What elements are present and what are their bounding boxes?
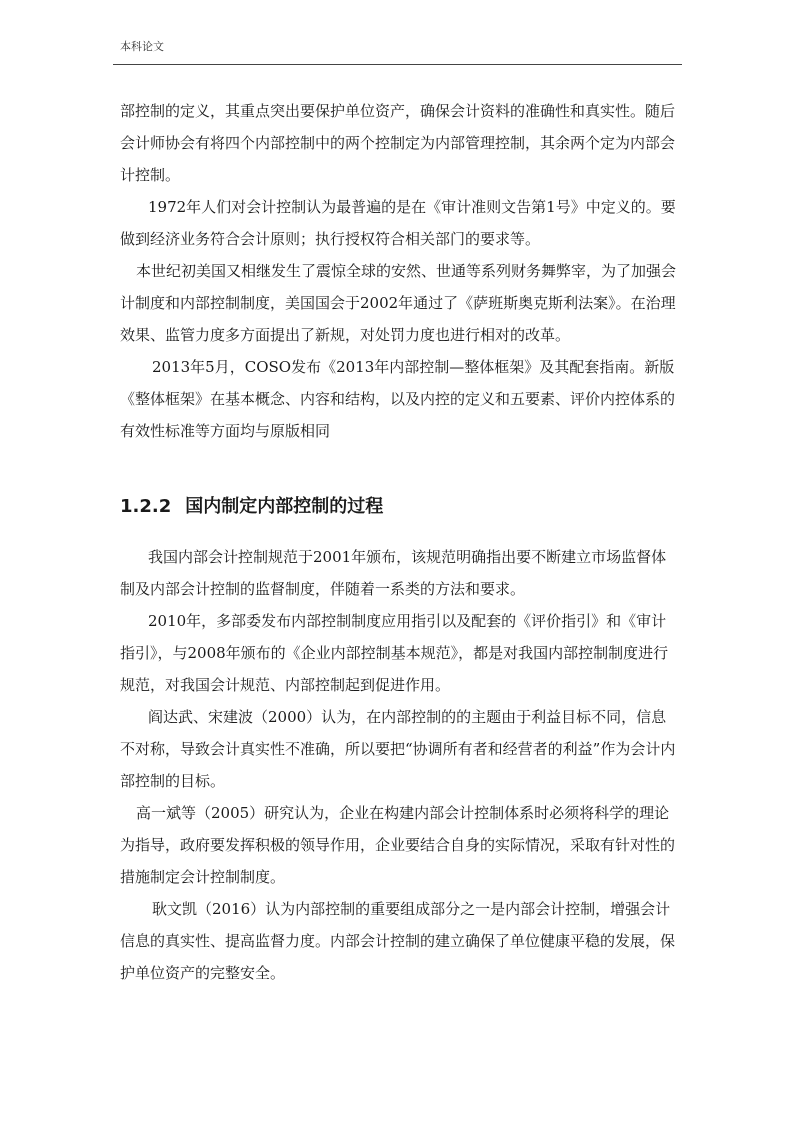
paragraph-sox: 本世纪初美国又相继发生了震惊全球的安然、世通等系列财务舞弊宰，为了加强会计制度和内部控制制度，美国国会于2002年通过了《萨班斯奥克斯利法案》。在治理效果、监管力度多方面提出了新规，对处罚力度也进行相对的改革。 bbox=[120, 262, 677, 344]
section-title: 国内制定内部控制的过程 bbox=[185, 496, 384, 517]
paragraph-gao-2005: 高一斌等（2005）研究认为，企业在构建内部会计控制体系时必须将科学的理论为指导，政府要发挥积极的领导作用，企业要结合自身的实际情况，采取有针对性的措施制定会计控制制度。 bbox=[120, 804, 676, 886]
paragraph-2010-guidelines: 2010年，多部委发布内部控制制度应用指引以及配套的《评价指引》和《审计指引》，与2008年颁布的《企业内部控制基本规范》，都是对我国内部控制制度进行规范，对我国会计规范、内部控制起到促进作用。 bbox=[120, 612, 669, 694]
paragraph-intro-continuation: 部控制的定义，其重点突出要保护单位资产，确保会计资料的准确性和真实性。随后会计师协会有将四个内部控制中的两个控制定为内部管理控制，其余两个定为内部会计控制。 bbox=[120, 102, 676, 184]
document-body bbox=[120, 95, 680, 989]
paragraph-coso-2013: 2013年5月，COSO发布《2013年内部控制—整体框架》及其配套指南。新版《整体框架》在基本概念、内容和结构，以及内控的定义和五要素、评价内控体系的有效性标准等方面均与原版相同 bbox=[120, 358, 676, 440]
page-header: 本科论文 bbox=[120, 40, 164, 53]
section-number: 1.2.2 bbox=[120, 496, 172, 517]
paragraph-2001-regulation: 我国内部会计控制规范于2001年颁布，该规范明确指出要不断建立市场监督体制及内部会计控制的监督制度，伴随着一系类的方法和要求。 bbox=[120, 548, 667, 598]
paragraph-geng-2016: 耿文凯（2016）认为内部控制的重要组成部分之一是内部会计控制，增强会计信息的真实性、提高监督力度。内部会计控制的建立确保了单位健康平稳的发展，保护单位资产的完整安全。 bbox=[120, 900, 676, 982]
paragraph-yan-song-2000: 阎达武、宋建波（2000）认为，在内部控制的的主题由于利益目标不同，信息不对称，导致会计真实性不准确，所以要把“协调所有者和经营者的利益”作为会计内部控制的目标。 bbox=[120, 708, 676, 790]
paragraph-1972: 1972年人们对会计控制认为最普遍的是在《审计准则文告第1号》中定义的。要做到经济业务符合会计原则；执行授权符合相关部门的要求等。 bbox=[120, 198, 676, 248]
header-divider bbox=[113, 64, 682, 65]
section-heading bbox=[120, 493, 680, 521]
